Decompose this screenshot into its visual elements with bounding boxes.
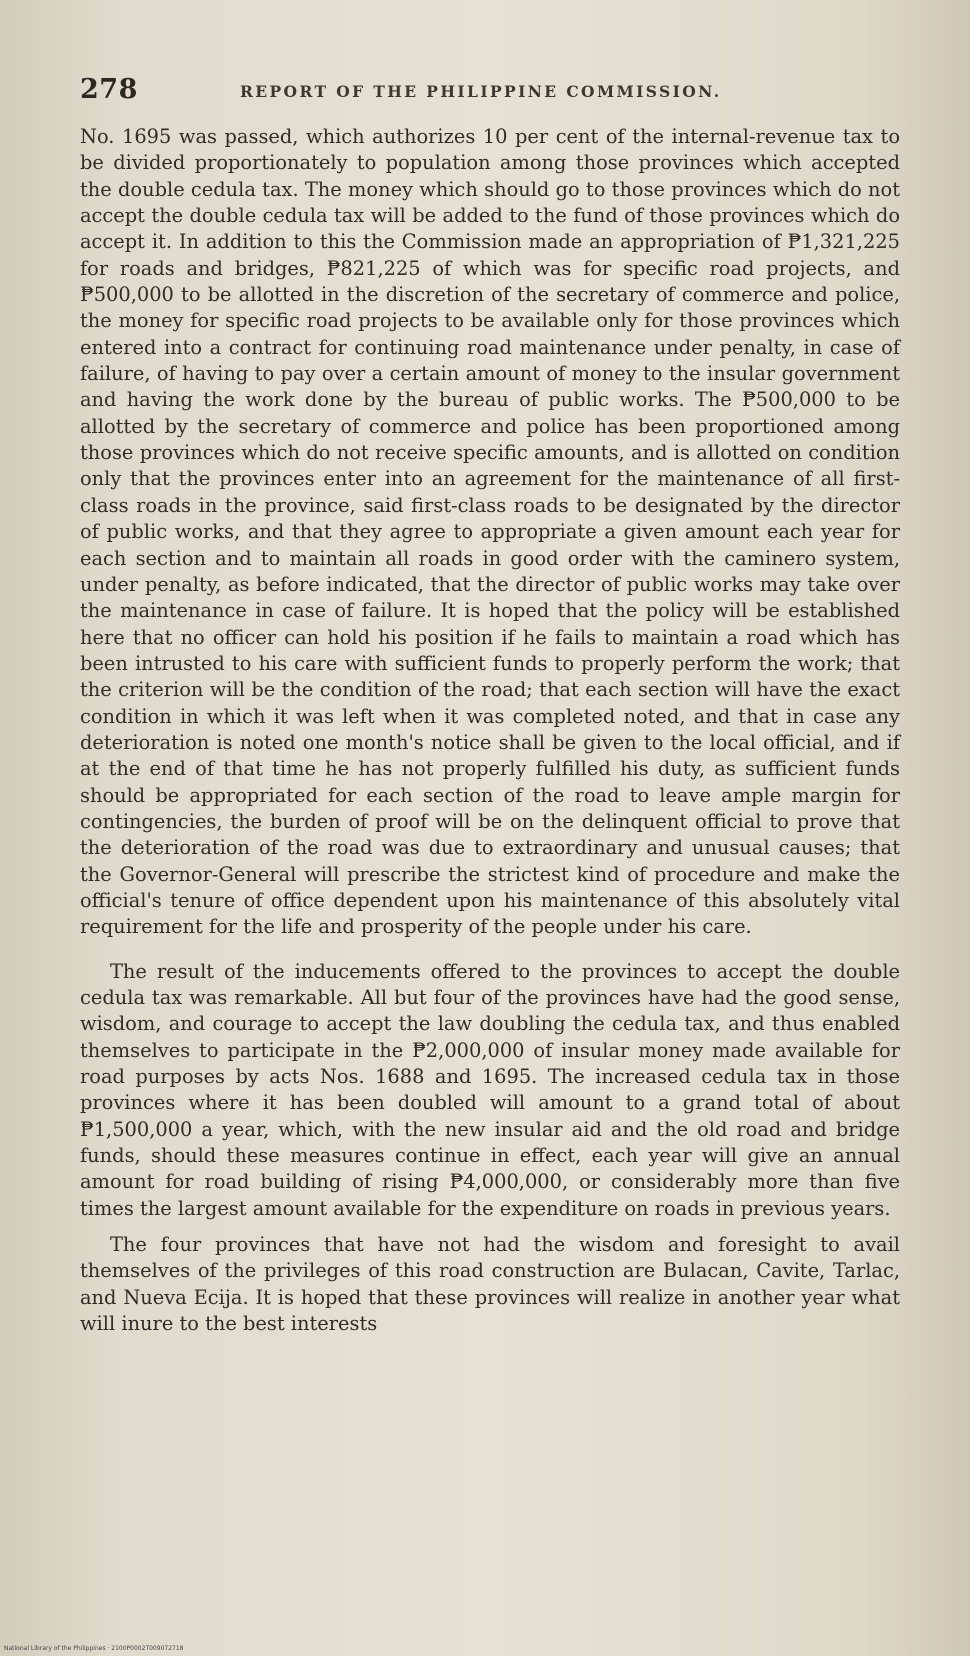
- body-text: [80, 124, 900, 1337]
- paragraph-2: The result of the inducements offered to the provinces to accept the double cedula tax was remarkable. All but four of the provinces have had the good sense, wisdom, and courage to accept the law doubling the cedula tax, and thus enabled themselves to participate in the ₱2,000,000 of insular money made available for road purposes by acts Nos. 1688 and 1695. The increased cedula tax in those provinces where it has been doubled will amount to a grand total of about ₱1,500,000 a year, which, with the new insular aid and the old road and bridge funds, should these measures continue in effect, each year will give an annual amount for road building of rising ₱4,000,000, or considerably more than five times the largest amount available for the expenditure on roads in previous years.: [80, 959, 900, 1220]
- scan-credit: National Library of the Philippines · 2100P0002T009072718: [4, 1645, 184, 1652]
- paragraph-1: No. 1695 was passed, which authorizes 10 per cent of the internal-revenue tax to be divided proportionately to population among those provinces which accepted the double cedula tax. The money which should go to those provinces which do not accept the double cedula tax will be added to the fund of those provinces which do accept it. In addition to this the Commission made an appropriation of ₱1,321,225 for roads and bridges, ₱821,225 of which was for specific road projects, and ₱500,000 to be allotted in the discretion of the secretary of commerce and police, the money for specific road projects to be available only for those provinces which entered into a contract for continuing road maintenance under penalty, in case of failure, of having to pay over a certain amount of money to the insular government and having the work done by the bureau of public works. The ₱500,000 to be allotted by the secretary of commerce and police has been proportioned among those provinces which do not receive specific amounts, and is allotted on condition only that the provinces enter into an agreement for the maintenance of all first-class roads in the province, said first-class roads to be designated by the director of public works, and that they agree to appropriate a given amount each year for each section and to maintain all roads in good order with the caminero system, under penalty, as before indicated, that the director of public works may take over the maintenance in case of failure. It is hoped that the policy will be established here that no officer can hold his position if he fails to maintain a road which has been intrusted to his care with sufficient funds to properly perform the work; that the criterion will be the condition of the road; that each section will have the exact condition in which it was left when it was completed noted, and that in case any deterioration is noted one month's notice shall be given to the local official, and if at the end of that time he has not properly fulfilled his duty, as sufficient funds should be appropriated for each section of the road to leave ample margin for contingencies, the burden of proof will be on the delinquent official to prove that the deterioration of the road was due to extraordinary and unusual causes; that the Governor-General will prescribe the strictest kind of procedure and make the official's tenure of office dependent upon his maintenance of this absolutely vital requirement for the life and prosperity of the people under his care.: [80, 125, 900, 939]
- running-head: REPORT OF THE PHILIPPINE COMMISSION.: [240, 82, 722, 101]
- paragraph-3: The four provinces that have not had the wisdom and foresight to avail themselves of the privileges of this road construction are Bulacan, Cavite, Tarlac, and Nueva Ecija. It is hoped that these provinces will realize in another year what will inure to the best interests: [80, 1233, 900, 1336]
- page-number: 278: [80, 74, 138, 105]
- page-header: [80, 74, 900, 114]
